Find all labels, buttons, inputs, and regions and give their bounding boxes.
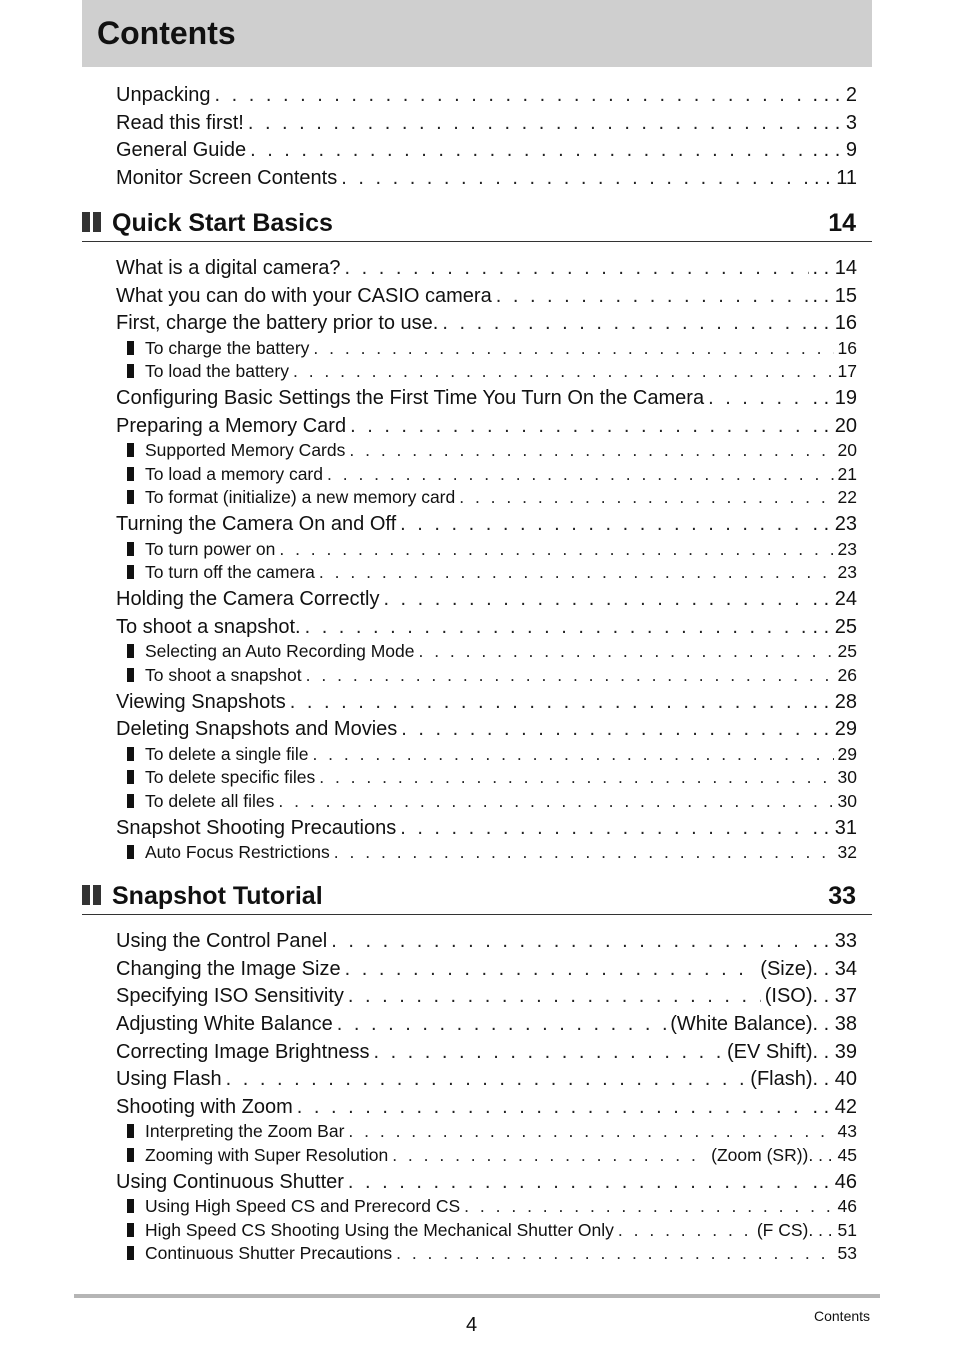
toc-entry[interactable] xyxy=(116,1095,857,1119)
entry-title: High Speed CS Shooting Using the Mechanical Shutter Only xyxy=(145,1220,614,1240)
bullet-icon xyxy=(127,747,134,761)
footer-divider xyxy=(74,1294,880,1298)
entry-page: . . . 45 xyxy=(808,1145,857,1165)
bullet-icon xyxy=(127,794,134,808)
entry-page: 43 xyxy=(837,1121,857,1141)
dot-leader xyxy=(250,138,808,162)
bullet-icon xyxy=(127,845,134,859)
bullet-icon xyxy=(127,341,134,355)
entry-title: What you can do with your CASIO camera xyxy=(116,285,492,307)
entry-title: What is a digital camera? xyxy=(116,257,341,279)
entry-title: Read this first! xyxy=(116,112,244,134)
entry-page: 30 xyxy=(837,767,857,787)
dot-leader xyxy=(306,665,834,685)
entry-title: General Guide xyxy=(116,139,247,161)
section-marker-icon xyxy=(93,212,101,232)
entry-page: 29 xyxy=(837,744,857,764)
section-marker-icon xyxy=(82,212,90,232)
entry-title: To shoot a snapshot xyxy=(145,665,302,685)
dot-leader xyxy=(345,256,809,280)
dot-leader xyxy=(350,414,808,438)
entry-page: . . 42 xyxy=(812,1096,857,1118)
dot-leader xyxy=(337,1012,666,1036)
dot-leader xyxy=(279,539,833,559)
entry-page: . . 28 xyxy=(812,691,857,713)
entry-function-name: (F CS) xyxy=(756,1220,809,1240)
toc-subentry[interactable] xyxy=(127,665,857,685)
page-title: Contents xyxy=(97,15,236,51)
bullet-icon xyxy=(127,443,134,457)
entry-page: . . . 2 xyxy=(812,84,857,106)
entry-title: Zooming with Super Resolution xyxy=(145,1145,389,1165)
dot-leader xyxy=(341,166,810,190)
dot-leader xyxy=(319,562,834,582)
entry-function-name: (Size) xyxy=(760,958,813,980)
entry-page: 22 xyxy=(837,487,857,507)
dot-leader xyxy=(290,690,809,714)
bullet-icon xyxy=(127,644,134,658)
entry-title: Turning the Camera On and Off xyxy=(116,513,397,535)
dot-leader xyxy=(459,487,833,507)
dot-leader xyxy=(418,641,833,661)
entry-title: Changing the Image Size xyxy=(116,958,341,980)
toc-subentry[interactable] xyxy=(127,361,857,381)
dot-leader xyxy=(312,744,833,764)
entry-title: Interpreting the Zoom Bar xyxy=(145,1121,345,1141)
toc-entry[interactable] xyxy=(116,311,857,335)
toc-subentry[interactable] xyxy=(127,1220,857,1240)
bullet-icon xyxy=(127,1124,134,1138)
entry-page: . . 11 xyxy=(814,167,857,189)
entry-title: Using High Speed CS and Prerecord CS xyxy=(145,1196,461,1216)
dot-leader xyxy=(248,111,809,135)
entry-title: Using Continuous Shutter xyxy=(116,1171,344,1193)
entry-page: . . 25 xyxy=(812,616,857,638)
entry-title: First, charge the battery prior to use. xyxy=(116,312,439,334)
entry-page: . . 19 xyxy=(812,387,857,409)
entry-title: Viewing Snapshots xyxy=(116,691,286,713)
bullet-icon xyxy=(127,467,134,481)
entry-title: To delete specific files xyxy=(145,767,316,787)
entry-page: 46 xyxy=(837,1196,857,1216)
toc-entry[interactable] xyxy=(116,284,857,308)
entry-title: To charge the battery xyxy=(145,338,310,358)
toc-entry[interactable] xyxy=(116,690,857,714)
section-title: Snapshot Tutorial xyxy=(112,882,323,910)
entry-page: . . 23 xyxy=(812,513,857,535)
entry-page: . . 14 xyxy=(812,257,857,279)
bullet-icon xyxy=(127,542,134,556)
entry-title: Shooting with Zoom xyxy=(116,1096,293,1118)
dot-leader xyxy=(215,83,809,107)
toc-subentry[interactable] xyxy=(127,464,857,484)
toc-entry[interactable] xyxy=(116,386,857,410)
section-page: 14 xyxy=(828,209,856,237)
toc-entry[interactable] xyxy=(116,111,857,135)
dot-leader xyxy=(400,816,808,840)
section-heading xyxy=(82,205,872,242)
dot-leader xyxy=(293,361,834,381)
toc-entry[interactable] xyxy=(116,1170,857,1194)
dot-leader xyxy=(442,311,808,335)
toc-entry[interactable] xyxy=(116,166,857,190)
entry-function-name: (Flash) xyxy=(750,1068,813,1090)
entry-title: Configuring Basic Settings the First Time You Turn On the Camera xyxy=(116,387,705,409)
bullet-icon xyxy=(127,364,134,378)
toc-entry[interactable] xyxy=(116,138,857,162)
entry-page: . . 40 xyxy=(812,1068,857,1090)
toc-subentry[interactable] xyxy=(127,338,857,358)
toc-subentry[interactable] xyxy=(127,562,857,582)
dot-leader xyxy=(373,1040,722,1064)
toc-entry[interactable] xyxy=(116,816,857,840)
dot-leader xyxy=(334,842,834,862)
entry-page: . . 39 xyxy=(812,1041,857,1063)
entry-title: Adjusting White Balance xyxy=(116,1013,333,1035)
entry-title: To shoot a snapshot. xyxy=(116,616,301,638)
section-page: 33 xyxy=(828,882,856,910)
bullet-icon xyxy=(127,490,134,504)
entry-page: 32 xyxy=(837,842,857,862)
section-marker-icon xyxy=(82,885,90,905)
toc-entry[interactable] xyxy=(116,414,857,438)
entry-page: 16 xyxy=(837,338,857,358)
entry-page: 30 xyxy=(837,791,857,811)
entry-page: 21 xyxy=(837,464,857,484)
entry-page: . . 34 xyxy=(812,958,857,980)
toc-subentry[interactable] xyxy=(127,1196,857,1216)
entry-page: . . 37 xyxy=(812,985,857,1007)
toc-entry[interactable] xyxy=(116,957,857,981)
toc-entry[interactable] xyxy=(116,256,857,280)
toc-entry[interactable] xyxy=(116,1040,857,1064)
entry-title: To delete a single file xyxy=(145,744,309,764)
toc-subentry[interactable] xyxy=(127,440,857,460)
dot-leader xyxy=(496,284,809,308)
entry-page: . . 29 xyxy=(812,718,857,740)
entry-page: 17 xyxy=(837,361,857,381)
entry-page: . . . 9 xyxy=(812,139,857,161)
entry-page: . . 31 xyxy=(812,817,857,839)
entry-title: Selecting an Auto Recording Mode xyxy=(145,641,415,661)
section-title: Quick Start Basics xyxy=(112,209,333,237)
entry-title: To turn off the camera xyxy=(145,562,315,582)
entry-page: 53 xyxy=(837,1243,857,1263)
entry-title: To load the battery xyxy=(145,361,289,381)
entry-title: Auto Focus Restrictions xyxy=(145,842,330,862)
dot-leader xyxy=(348,984,761,1008)
footer-section-label: Contents xyxy=(814,1308,871,1324)
toc-entry[interactable] xyxy=(116,83,857,107)
bullet-icon xyxy=(127,1246,134,1260)
dot-leader xyxy=(392,1145,707,1165)
entry-function-name: (White Balance) xyxy=(670,1013,813,1035)
entry-title: To delete all files xyxy=(145,791,275,811)
entry-page: . . 46 xyxy=(812,1171,857,1193)
toc-subentry[interactable] xyxy=(127,1121,857,1141)
dot-leader xyxy=(396,1243,833,1263)
dot-leader xyxy=(383,587,808,611)
dot-leader xyxy=(708,386,808,410)
dot-leader xyxy=(313,338,833,358)
toc-entry[interactable] xyxy=(116,512,857,536)
entry-title: Using Flash xyxy=(116,1068,222,1090)
toc-entry[interactable] xyxy=(116,587,857,611)
entry-page: . . . 3 xyxy=(812,112,857,134)
entry-title: To turn power on xyxy=(145,539,276,559)
dot-leader xyxy=(348,1170,809,1194)
toc-entry[interactable] xyxy=(116,717,857,741)
page-number: 4 xyxy=(466,1314,478,1336)
entry-title: To load a memory card xyxy=(145,464,323,484)
bullet-icon xyxy=(127,668,134,682)
toc-subentry[interactable] xyxy=(127,767,857,787)
bullet-icon xyxy=(127,1199,134,1213)
entry-title: Supported Memory Cards xyxy=(145,440,346,460)
dot-leader xyxy=(618,1220,753,1240)
section-marker-icon xyxy=(93,885,101,905)
dot-leader xyxy=(464,1196,833,1216)
section-heading xyxy=(82,878,872,915)
entry-title: Correcting Image Brightness xyxy=(116,1041,370,1063)
toc-subentry[interactable] xyxy=(127,487,857,507)
toc-subentry[interactable] xyxy=(127,842,857,862)
entry-page: . . 24 xyxy=(812,588,857,610)
dot-leader xyxy=(226,1067,747,1091)
entry-function-name: (ISO) xyxy=(764,985,813,1007)
entry-title: Snapshot Shooting Precautions xyxy=(116,817,397,839)
entry-title: Continuous Shutter Precautions xyxy=(145,1243,393,1263)
dot-leader xyxy=(400,512,808,536)
entry-page: . . 38 xyxy=(812,1013,857,1035)
entry-page: . . 15 xyxy=(812,285,857,307)
toc-subentry[interactable] xyxy=(127,744,857,764)
dot-leader xyxy=(278,791,833,811)
dot-leader xyxy=(345,957,757,981)
entry-title: Deleting Snapshots and Movies xyxy=(116,718,398,740)
bullet-icon xyxy=(127,565,134,579)
dot-leader xyxy=(348,1121,833,1141)
toc-entry[interactable] xyxy=(116,1067,857,1091)
dot-leader xyxy=(319,767,833,787)
bullet-icon xyxy=(127,1148,134,1162)
entry-page: . . 33 xyxy=(812,930,857,952)
toc-subentry[interactable] xyxy=(127,539,857,559)
entry-page: 25 xyxy=(837,641,857,661)
dot-leader xyxy=(331,929,808,953)
entry-page: 23 xyxy=(837,562,857,582)
entry-title: Holding the Camera Correctly xyxy=(116,588,380,610)
entry-page: . . 16 xyxy=(812,312,857,334)
entry-page: 26 xyxy=(837,665,857,685)
entry-page: . . 20 xyxy=(812,415,857,437)
dot-leader xyxy=(401,717,808,741)
toc-entry[interactable] xyxy=(116,984,857,1008)
bullet-icon xyxy=(127,1223,134,1237)
toc-entry[interactable] xyxy=(116,615,857,639)
entry-function-name: (EV Shift) xyxy=(726,1041,813,1063)
entry-page: 23 xyxy=(837,539,857,559)
dot-leader xyxy=(297,1095,809,1119)
toc-subentry[interactable] xyxy=(127,791,857,811)
toc-subentry[interactable] xyxy=(127,1145,857,1165)
toc-entry[interactable] xyxy=(116,1012,857,1036)
entry-title: Specifying ISO Sensitivity xyxy=(116,985,344,1007)
bullet-icon xyxy=(127,770,134,784)
toc-subentry[interactable] xyxy=(127,641,857,661)
entry-title: Using the Control Panel xyxy=(116,930,328,952)
toc-subentry[interactable] xyxy=(127,1243,857,1263)
dot-leader xyxy=(327,464,834,484)
entry-page: . . . 51 xyxy=(808,1220,857,1240)
dot-leader xyxy=(305,615,809,639)
entry-title: Preparing a Memory Card xyxy=(116,415,347,437)
dot-leader xyxy=(349,440,833,460)
toc-entry[interactable] xyxy=(116,929,857,953)
entry-page: 20 xyxy=(837,440,857,460)
entry-function-name: (Zoom (SR)) xyxy=(711,1145,809,1165)
entry-title: To format (initialize) a new memory card xyxy=(145,487,456,507)
entry-title: Unpacking xyxy=(116,84,211,106)
entry-title: Monitor Screen Contents xyxy=(116,167,338,189)
